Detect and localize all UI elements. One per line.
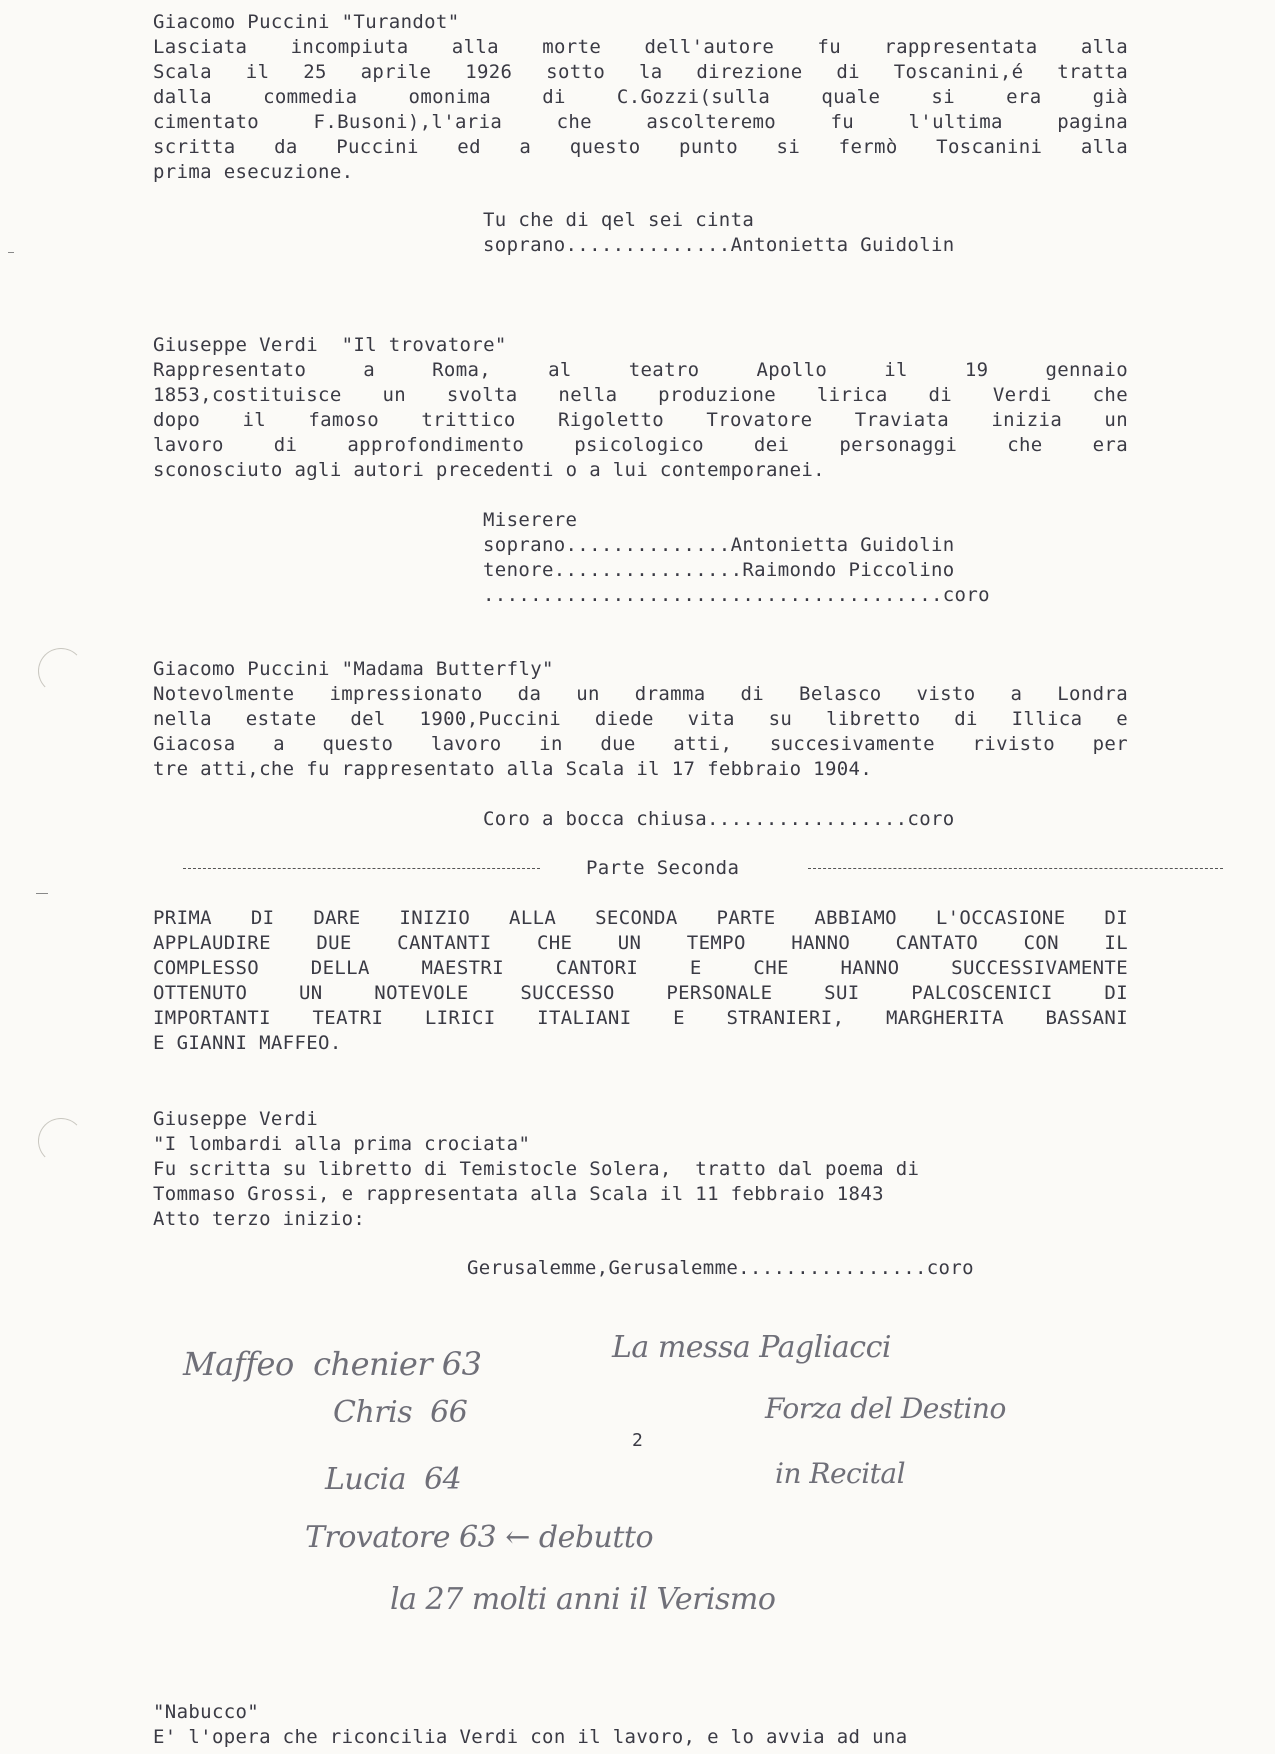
paragraph-line: Giacosa a questo lavoro in due atti, succesivamente rivisto per (153, 733, 1128, 755)
paragraph-line: E' l'opera che riconcilia Verdi con il lavoro, e lo avvia ad una (153, 1726, 908, 1748)
handwritten-note: La messa Pagliacci (612, 1330, 891, 1365)
section-heading: Giuseppe Verdi (153, 1108, 319, 1130)
section-heading: Giacomo Puccini "Turandot" (153, 11, 460, 33)
performer-line: Coro a bocca chiusa.................coro (483, 808, 955, 830)
separator-rule-right (808, 868, 1223, 869)
piece-title: Miserere (483, 509, 578, 531)
announcement-line: IMPORTANTI TEATRI LIRICI ITALIANI E STRANIERI, MARGHERITA BASSANI (153, 1007, 1128, 1029)
paragraph-line: nella estate del 1900,Puccini diede vita su libretto di Illica e (153, 708, 1128, 730)
handwritten-note: Chris 66 (333, 1395, 468, 1430)
section-subheading: "I lombardi alla prima crociata" (153, 1133, 531, 1155)
announcement-line: APPLAUDIRE DUE CANTANTI CHE UN TEMPO HANNO CANTATO CON IL (153, 932, 1128, 954)
performer-line: soprano..............Antonietta Guidolin (483, 534, 955, 556)
announcement-line: COMPLESSO DELLA MAESTRI CANTORI E CHE HANNO SUCCESSIVAMENTE (153, 957, 1128, 979)
paragraph-line: Rappresentato a Roma, al teatro Apollo il 19 gennaio (153, 359, 1128, 381)
part-separator (183, 856, 1233, 881)
performer-line: soprano..............Antonietta Guidolin (483, 234, 955, 256)
piece-title: Tu che di qel sei cinta (483, 209, 755, 231)
handwritten-note: Trovatore 63 ← debutto (305, 1520, 654, 1555)
section-heading: Giacomo Puccini "Madama Butterfly" (153, 658, 554, 680)
paragraph-line: Lasciata incompiuta alla morte dell'autore fu rappresentata alla (153, 36, 1128, 58)
performer-line: .......................................coro (483, 584, 990, 606)
paragraph-line: Atto terzo inizio: (153, 1208, 366, 1230)
paragraph-line: sconosciuto agli autori precedenti o a lui contemporanei. (153, 459, 825, 481)
paragraph-line: cimentato F.Busoni),l'aria che ascolteremo fu l'ultima pagina (153, 111, 1128, 133)
announcement-line: E GIANNI MAFFEO. (153, 1032, 342, 1054)
paragraph-line: prima esecuzione. (153, 161, 354, 183)
paragraph-line: lavoro di approfondimento psicologico dei personaggi che era (153, 434, 1128, 456)
fold-mark (8, 252, 14, 253)
paragraph-line: dopo il famoso trittico Rigoletto Trovatore Traviata inizia un (153, 409, 1128, 431)
fold-mark (36, 893, 48, 894)
section-heading: Giuseppe Verdi "Il trovatore" (153, 334, 507, 356)
punch-hole (38, 648, 84, 694)
handwritten-note: Lucia 64 (325, 1462, 462, 1497)
announcement-line: OTTENUTO UN NOTEVOLE SUCCESSO PERSONALE SUI PALCOSCENICI DI (153, 982, 1128, 1004)
separator-rule-left (183, 868, 540, 869)
paragraph-line: tre atti,che fu rappresentato alla Scala il 17 febbraio 1904. (153, 758, 873, 780)
paragraph-line: Notevolmente impressionato da un dramma di Belasco visto a Londra (153, 683, 1128, 705)
announcement-line: PRIMA DI DARE INIZIO ALLA SECONDA PARTE ABBIAMO L'OCCASIONE DI (153, 907, 1128, 929)
performer-line: tenore................Raimondo Piccolino (483, 559, 955, 581)
paragraph-line: Tommaso Grossi, e rappresentata alla Scala il 11 febbraio 1843 (153, 1183, 884, 1205)
punch-hole (38, 1118, 84, 1164)
paragraph-line: Scala il 25 aprile 1926 sotto la direzione di Toscanini,é tratta (153, 61, 1128, 83)
handwritten-note: Maffeo chenier 63 (183, 1345, 482, 1383)
paragraph-line: dalla commedia omonima di C.Gozzi(sulla quale si era già (153, 86, 1128, 108)
separator-title: Parte Seconda (586, 857, 740, 879)
paragraph-line: Fu scritta su libretto di Temistocle Solera, tratto dal poema di (153, 1158, 920, 1180)
page-number: 2 (632, 1430, 643, 1451)
handwritten-note: in Recital (775, 1457, 906, 1490)
performer-line: Gerusalemme,Gerusalemme................coro (467, 1257, 974, 1279)
paragraph-line: 1853,costituisce un svolta nella produzione lirica di Verdi che (153, 384, 1128, 406)
paragraph-line: scritta da Puccini ed a questo punto si fermò Toscanini alla (153, 136, 1128, 158)
section-heading: "Nabucco" (153, 1701, 260, 1723)
handwritten-note: la 27 molti anni il Verismo (390, 1582, 776, 1617)
handwritten-note: Forza del Destino (765, 1392, 1006, 1425)
